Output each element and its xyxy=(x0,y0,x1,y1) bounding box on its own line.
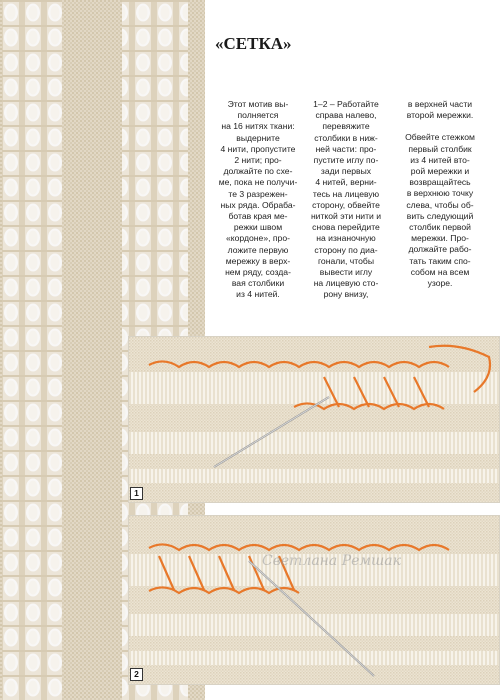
text-line: на 16 нитях ткани: xyxy=(221,121,295,132)
text-line: снова перейдите xyxy=(312,222,380,233)
text-line: полняется xyxy=(237,110,279,121)
text-line: столбик первой xyxy=(409,222,471,233)
instruction-column-2 xyxy=(301,99,391,301)
text-line: первый столбик xyxy=(408,143,472,154)
text-line: справа налево, xyxy=(315,110,377,121)
text-line: ложите первую xyxy=(227,244,289,255)
text-line: должайте по схе- xyxy=(223,166,293,177)
text-line: ных ряда. Обраба- xyxy=(220,199,296,210)
text-line: из 4 нитей. xyxy=(236,289,280,300)
text-line: собом на всем xyxy=(410,266,470,277)
step-2-photo xyxy=(128,515,500,685)
text-line: мережки. Про- xyxy=(411,233,469,244)
text-line: на изнаночную xyxy=(316,233,376,244)
instruction-column-3 xyxy=(394,99,486,289)
text-line: перевяжите xyxy=(322,121,370,132)
text-line: пустите иглу по- xyxy=(313,155,379,166)
text-line: рой мережки и xyxy=(410,166,470,177)
text-line: Этот мотив вы- xyxy=(227,99,289,109)
text-line: ботав края ме- xyxy=(228,211,288,222)
text-line: сторону, обвейте xyxy=(312,199,380,210)
text-line: 4 нити, пропустите xyxy=(220,143,296,154)
text-line: вая столбики xyxy=(231,278,285,289)
step-number-badge: 2 xyxy=(130,668,143,681)
text-line: 4 нитей, верни- xyxy=(315,177,377,188)
text-line: выдерните xyxy=(236,132,280,143)
text-line: режки швом xyxy=(233,222,283,233)
paragraph xyxy=(394,99,486,121)
page-title: «СЕТКА» xyxy=(215,34,292,53)
text-line: «кордоне», про- xyxy=(226,233,290,244)
text-line: возвращайтесь xyxy=(409,177,471,188)
text-line: сторону по диа- xyxy=(314,244,378,255)
text-line: 2 нити; про- xyxy=(234,155,282,166)
watermark-text: Светлана Ремшак xyxy=(262,553,401,569)
text-line: нем ряду, созда- xyxy=(225,267,291,278)
text-line: столбики в ниж- xyxy=(314,132,378,143)
text-line: вывести иглу xyxy=(319,267,373,278)
text-line: вить следующий xyxy=(406,210,474,221)
text-line: узоре. xyxy=(427,278,453,289)
text-line: в верхней части xyxy=(407,99,473,109)
text-line: рону внизу, xyxy=(323,289,369,300)
text-line: 1–2 – Работайте xyxy=(313,99,379,109)
text-line: тать таким спо- xyxy=(409,255,471,266)
text-line: ней части: про- xyxy=(315,143,377,154)
text-line: ниткой эти нити и xyxy=(310,211,382,222)
text-line: мережку в верх- xyxy=(225,255,291,266)
text-line: из 4 нитей вто- xyxy=(410,154,470,165)
text-line: слева, чтобы об- xyxy=(406,199,474,210)
text-line: на лицевую сто- xyxy=(313,278,379,289)
text-line: ме, пока не получи- xyxy=(218,177,298,188)
paragraph xyxy=(394,132,486,289)
step-1-photo xyxy=(128,336,500,503)
text-line: те 3 разрежен- xyxy=(228,188,288,199)
instruction-column-1 xyxy=(212,99,304,301)
text-line: должайте рабо- xyxy=(408,244,472,255)
text-line: второй мережки. xyxy=(406,110,474,121)
text-line: гонали, чтобы xyxy=(317,255,375,266)
step-number-badge: 1 xyxy=(130,487,143,500)
text-line: тесь на лицевую xyxy=(312,188,380,199)
text-line: в верхнюю точку xyxy=(406,188,474,199)
text-line: Обвейте стежком xyxy=(405,132,475,143)
text-line: зади первых xyxy=(320,166,372,177)
